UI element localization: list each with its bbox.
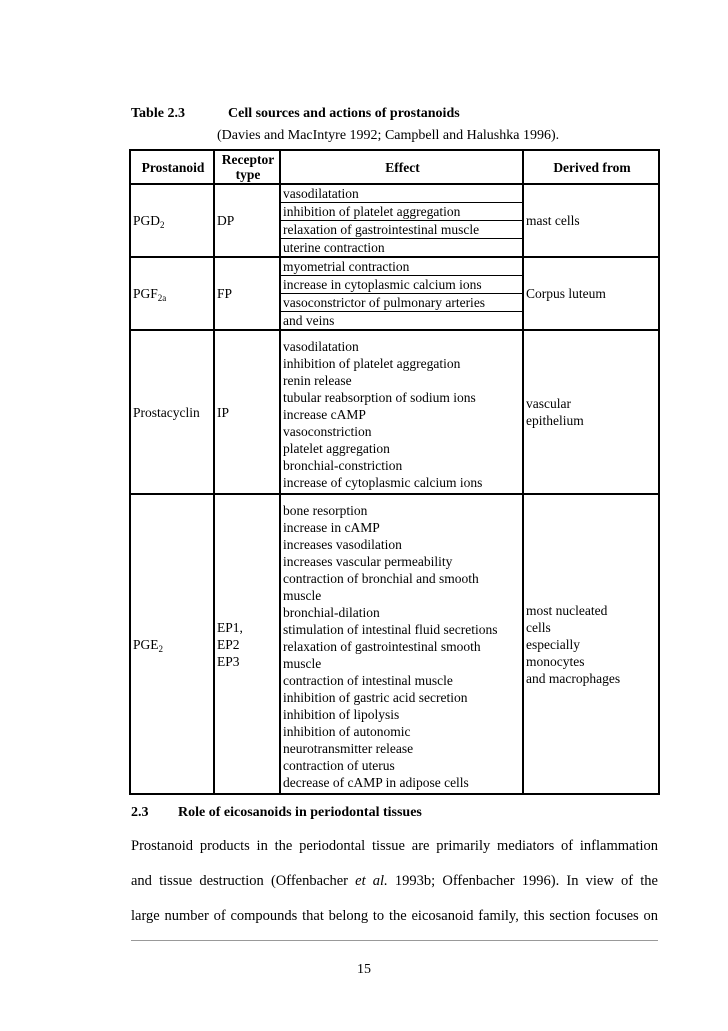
table-header-row [130, 150, 659, 184]
derived-line: most nucleated [526, 602, 608, 618]
effect-line: inhibition of gastric acid secretion [283, 690, 468, 705]
prostanoid-name: PGD [133, 213, 161, 228]
effect-line: muscle [283, 588, 322, 603]
table-row [130, 330, 659, 494]
header-receptor-line1: Receptor [221, 152, 275, 167]
table-caption-title: Cell sources and actions of prostanoids [228, 106, 460, 121]
cell-prostanoid [130, 494, 214, 794]
effect-line: relaxation of gastrointestinal muscle [281, 221, 522, 239]
cell-receptor [214, 330, 280, 494]
derived-line: Corpus luteum [526, 286, 606, 301]
prostanoid-subscript: 2a [157, 293, 167, 303]
receptor-line: IP [217, 404, 230, 420]
prostanoid-name: Prostacyclin [133, 404, 200, 420]
effect-line: increases vascular permeability [283, 554, 453, 569]
effect-line: platelet aggregation [283, 441, 390, 456]
derived-line: cells [526, 619, 551, 635]
receptor-line: DP [217, 213, 235, 228]
effect-line: vasoconstriction [283, 424, 372, 439]
derived-line: and macrophages [526, 670, 621, 686]
effect-line: increase cAMP [283, 407, 366, 422]
receptor-line: EP1, [217, 619, 243, 635]
effect-line: vasodilatation [283, 339, 359, 354]
effect-line: uterine contraction [283, 240, 385, 255]
effect-line: vasoconstrictor of pulmonary arteries [281, 294, 522, 312]
cell-effect [280, 494, 523, 794]
section-number: 2.3 [131, 805, 149, 820]
effect-line: inhibition of platelet aggregation [283, 356, 461, 371]
table-caption-source: (Davies and MacIntyre 1992; Campbell and Halushka 1996). [217, 128, 560, 143]
table-row [130, 257, 659, 330]
derived-line: monocytes [526, 653, 585, 669]
page-number: 15 [357, 962, 371, 977]
effect-line: bronchial-dilation [283, 605, 380, 620]
effect-line: muscle [283, 656, 322, 671]
effect-line: increase in cAMP [283, 520, 380, 535]
table-row [130, 184, 659, 257]
prostanoid-name: PGE [133, 636, 159, 652]
cell-effect [280, 184, 523, 257]
cell-effect [280, 257, 523, 330]
prostanoid-subscript: 2 [160, 220, 165, 230]
receptor-line: EP3 [217, 653, 240, 669]
effect-line: contraction of bronchial and smooth [283, 571, 479, 586]
cell-derived [523, 494, 659, 794]
paragraph-line-3: large number of compounds that belong to the eicosanoid family, this section focuses on [131, 908, 658, 924]
footer-rule [131, 940, 658, 941]
prostanoid-name: PGF [133, 286, 158, 301]
header-effect: Effect [280, 150, 523, 184]
paragraph-line-2-italic: et al. [355, 873, 388, 889]
effect-line: contraction of uterus [283, 758, 395, 773]
effect-line: tubular reabsorption of sodium ions [283, 390, 476, 405]
effect-line: increase of cytoplasmic calcium ions [283, 475, 483, 490]
cell-derived [523, 184, 659, 257]
derived-line: vascular [526, 396, 571, 411]
cell-receptor [214, 184, 280, 257]
effect-line: bronchial-constriction [283, 458, 403, 473]
receptor-line: EP2 [217, 636, 240, 652]
paragraph-line-2-start: and tissue destruction (Offenbacher [131, 873, 356, 889]
cell-effect [280, 330, 523, 494]
cell-derived [523, 330, 659, 494]
cell-derived [523, 257, 659, 330]
prostanoid-subscript: 2 [158, 643, 164, 654]
derived-line: especially [526, 636, 580, 652]
header-prostanoid: Prostanoid [130, 150, 214, 184]
effect-line: bone resorption [283, 503, 368, 518]
effect-line: increase in cytoplasmic calcium ions [281, 276, 522, 294]
cell-prostanoid [130, 330, 214, 494]
table-caption-label: Table 2.3 [131, 106, 185, 121]
paragraph-line-2 [131, 873, 658, 890]
effect-line: decrease of cAMP in adipose cells [283, 775, 469, 790]
section-title: Role of eicosanoids in periodontal tissues [178, 805, 422, 820]
cell-prostanoid [130, 184, 214, 257]
paragraph-line-2-end: 1993b; Offenbacher 1996). In view of the [387, 873, 658, 889]
header-receptor-line2: type [235, 167, 261, 182]
header-receptor [214, 150, 280, 184]
effect-line: vasodilatation [281, 185, 522, 203]
effect-line: inhibition of platelet aggregation [281, 203, 522, 221]
receptor-line: FP [217, 286, 233, 301]
effect-line: inhibition of lipolysis [283, 707, 400, 722]
table-row [130, 494, 659, 794]
derived-line: epithelium [526, 413, 584, 428]
prostanoid-table [129, 149, 660, 795]
header-derived: Derived from [523, 150, 659, 184]
paragraph-line-1: Prostanoid products in the periodontal tissue are primarily mediators of inflammation [131, 838, 658, 854]
effect-line: renin release [283, 373, 352, 388]
effect-line: increases vasodilation [283, 537, 402, 552]
effect-line: contraction of intestinal muscle [283, 673, 453, 688]
effect-line: myometrial contraction [281, 258, 522, 276]
effect-line: neurotransmitter release [283, 741, 414, 756]
effect-line: stimulation of intestinal fluid secretions [283, 622, 498, 637]
effect-line: and veins [283, 313, 335, 328]
effect-line: inhibition of autonomic [283, 724, 411, 739]
cell-receptor [214, 257, 280, 330]
cell-receptor [214, 494, 280, 794]
cell-prostanoid [130, 257, 214, 330]
derived-line: mast cells [526, 213, 580, 228]
effect-line: relaxation of gastrointestinal smooth [283, 639, 481, 654]
